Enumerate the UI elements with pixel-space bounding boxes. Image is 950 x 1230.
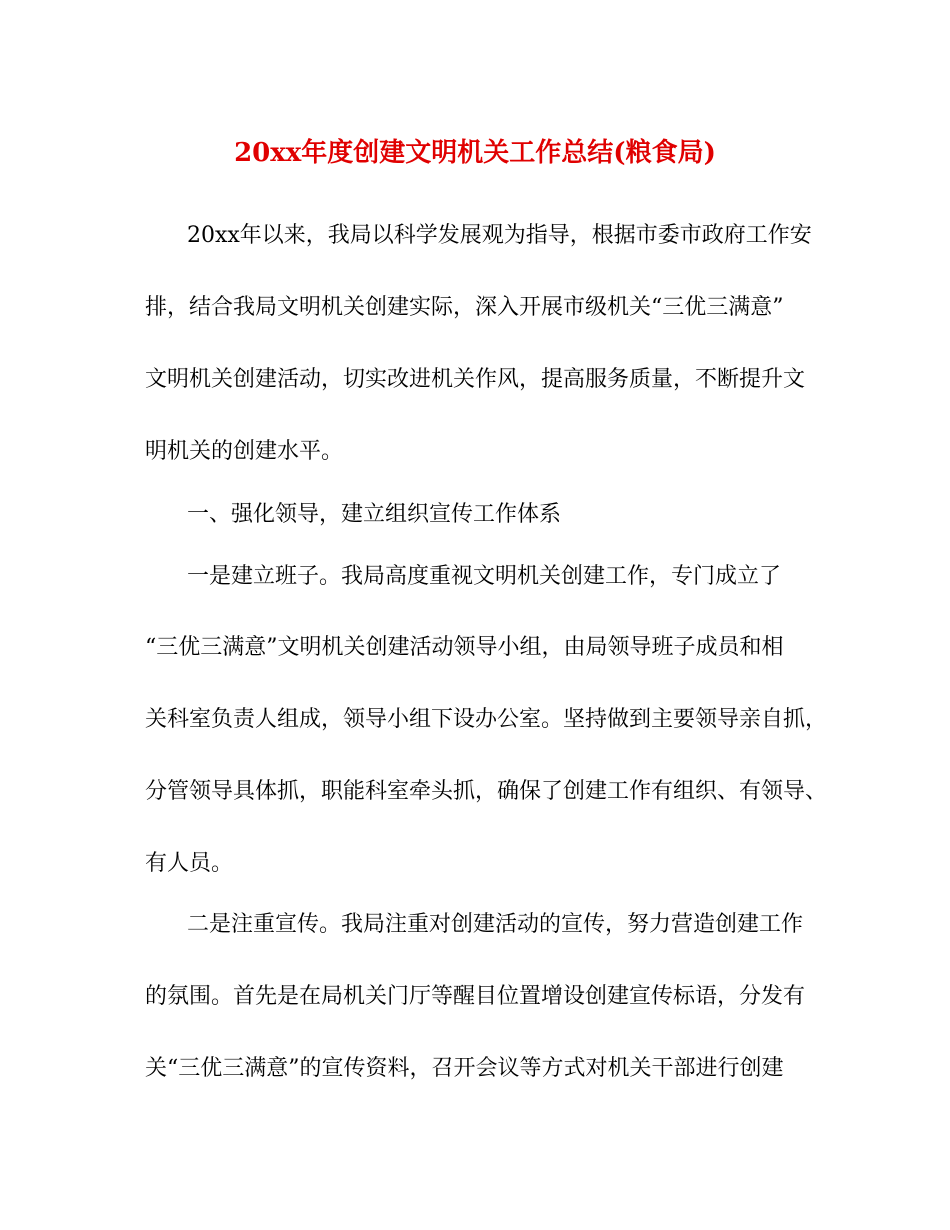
paragraph-line: 关科室负责人组成，领导小组下设办公室。坚持做到主要领导亲自抓， <box>145 707 828 732</box>
paragraph-line: 文明机关创建活动，切实改进机关作风，提高服务质量，不断提升文 <box>145 367 806 392</box>
paragraph-line: 一是建立班子。我局高度重视文明机关创建工作，专门成立了 <box>187 564 782 589</box>
paragraph-line: “三优三满意”文明机关创建活动领导小组，由局领导班子成员和相 <box>145 635 784 660</box>
paragraph-line: 分管领导具体抓，职能科室牵头抓，确保了创建工作有组织、有领导、 <box>145 779 828 804</box>
section-heading: 一、强化领导，建立组织宣传工作体系 <box>187 502 562 527</box>
paragraph-line: 排，结合我局文明机关创建实际，深入开展市级机关“三优三满意” <box>145 295 784 320</box>
document-title: 20xx年度创建文明机关工作总结(粮食局) <box>234 138 716 168</box>
paragraph-line: 有人员。 <box>145 851 234 876</box>
paragraph-line: 20xx年以来，我局以科学发展观为指导，根据市委市政府工作安 <box>187 223 812 248</box>
paragraph-line: 的氛围。首先是在局机关门厅等醒目位置增设创建宣传标语，分发有 <box>145 984 806 1009</box>
paragraph-line: 明机关的创建水平。 <box>145 439 344 464</box>
paragraph-line: 关“三优三满意”的宣传资料，召开会议等方式对机关干部进行创建 <box>145 1056 784 1081</box>
paragraph-line: 二是注重宣传。我局注重对创建活动的宣传，努力营造创建工作 <box>187 912 804 937</box>
